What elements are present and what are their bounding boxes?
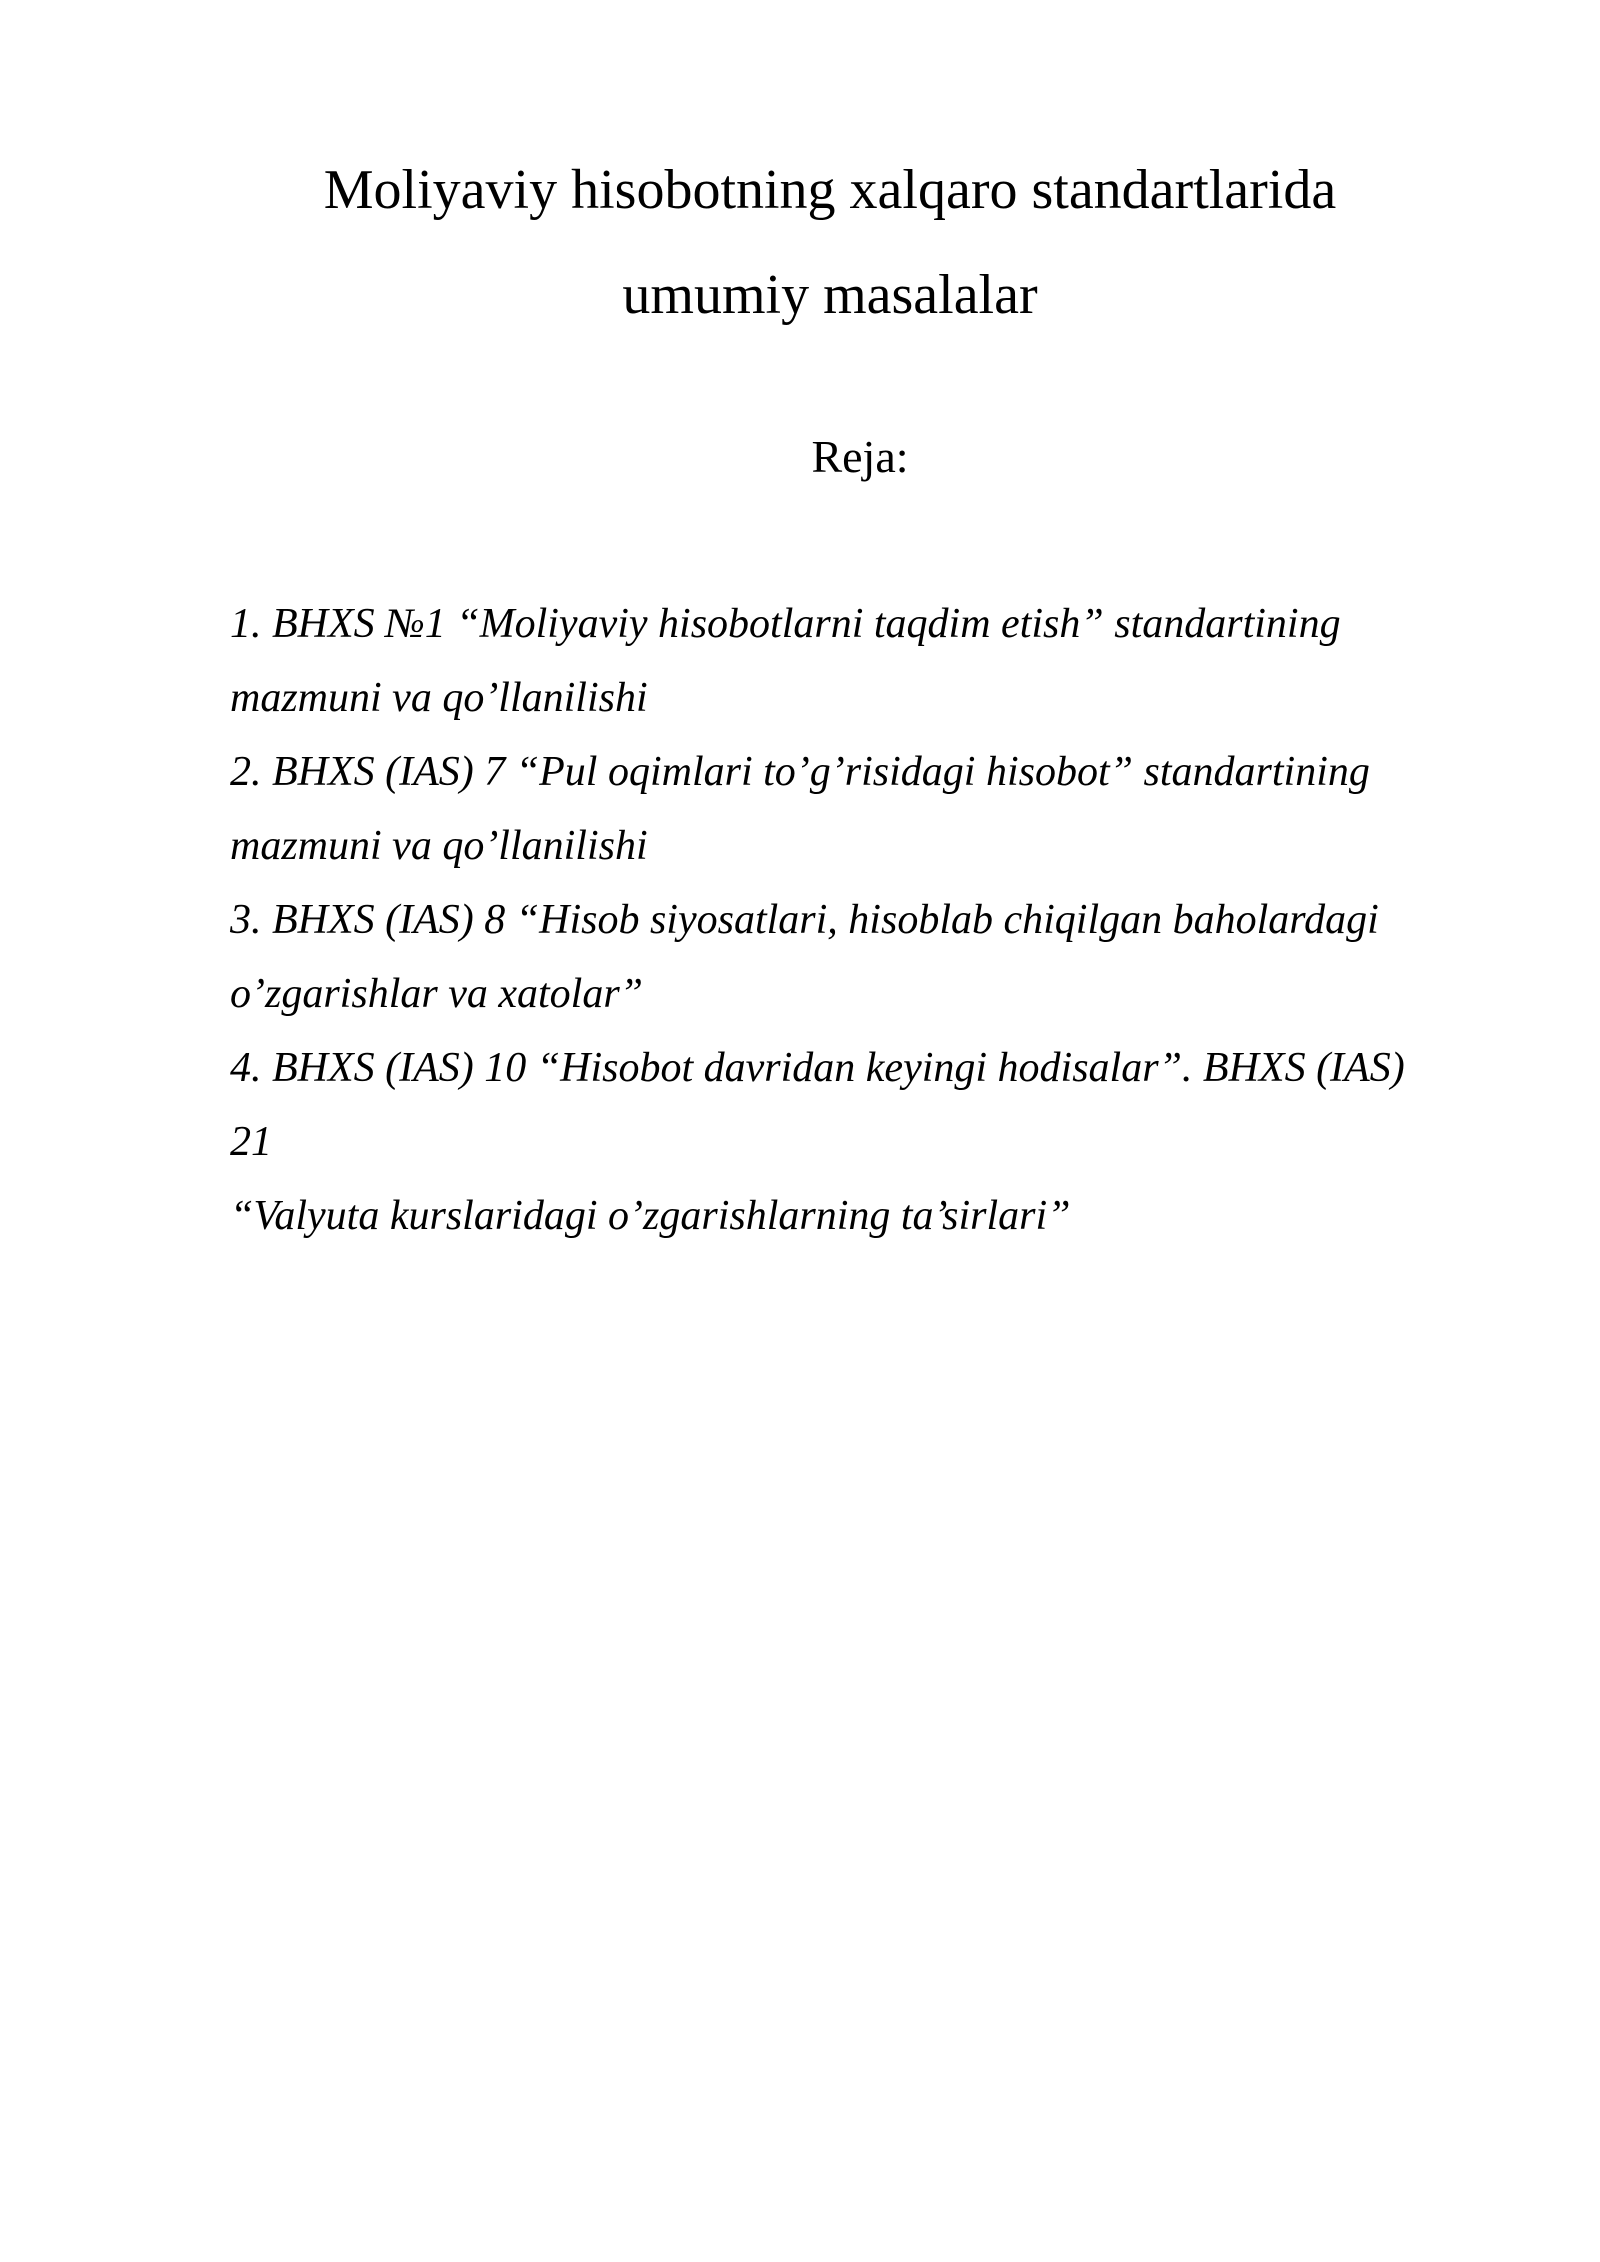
plan-item-2-line-1: 2. BHXS (IAS) 7 “Pul oqimlari to’g’risidagi hisobot” standartining <box>230 749 1370 795</box>
plan-item-4-line-3: “Valyuta kurslaridagi o’zgarishlarning ta’sirlari” <box>230 1193 1071 1239</box>
plan-item-3-line-1: 3. BHXS (IAS) 8 “Hisob siyosatlari, hisoblab chiqilgan baholardagi <box>230 897 1379 943</box>
plan-item-4-line-2: 21 <box>230 1119 272 1165</box>
plan-item-2-line-2: mazmuni va qo’llanilishi <box>230 823 648 869</box>
title-line-1: Moliyaviy hisobotning xalqaro standartlarida <box>323 159 1337 221</box>
title-line-2: umumiy masalalar <box>622 264 1038 326</box>
plan-item-4-line-1: 4. BHXS (IAS) 10 “Hisobot davridan keyingi hodisalar”. BHXS (IAS) <box>230 1045 1405 1091</box>
plan-heading: Reja: <box>811 431 909 482</box>
plan-item-1-line-1: 1. BHXS №1 “Moliyaviy hisobotlarni taqdim etish” standartining <box>230 601 1341 647</box>
plan-item-3-line-2: o’zgarishlar va xatolar” <box>230 971 644 1017</box>
plan-item-1-line-2: mazmuni va qo’llanilishi <box>230 675 648 721</box>
